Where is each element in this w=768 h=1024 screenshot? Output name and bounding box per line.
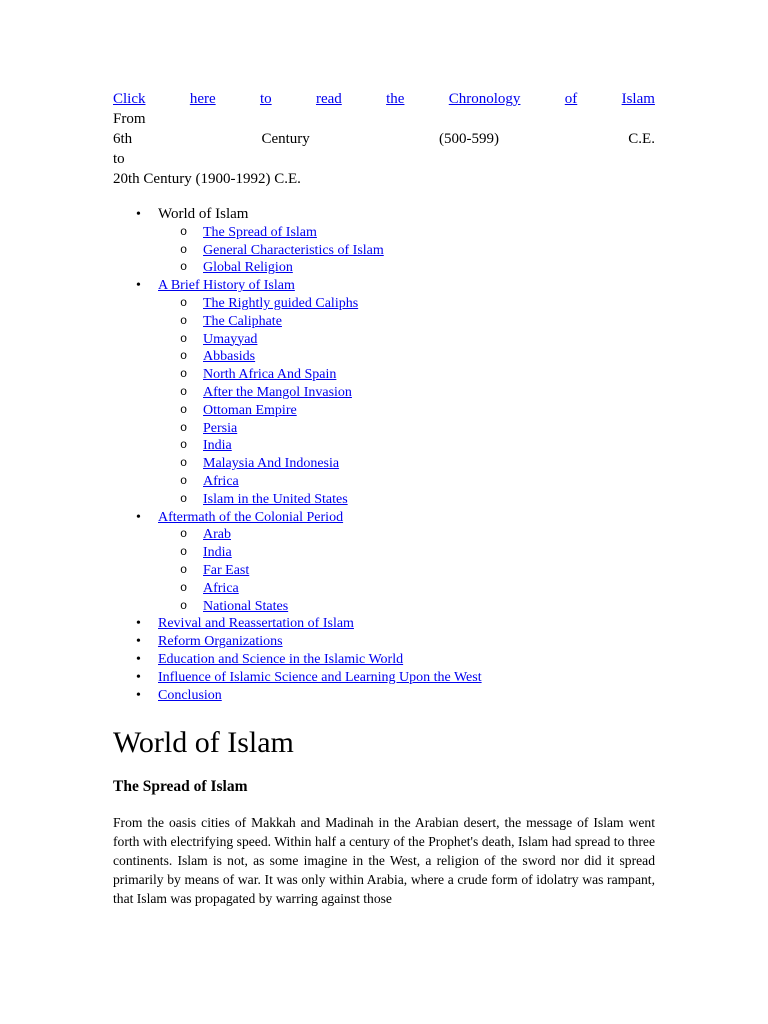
toc-link[interactable]: North Africa And Spain: [203, 367, 337, 383]
toc-link[interactable]: Persia: [203, 420, 238, 436]
toc-link[interactable]: Umayyad: [203, 331, 258, 347]
toc-link[interactable]: A Brief History of Islam: [158, 278, 295, 294]
toc-item-revival: [113, 615, 655, 633]
toc-subitem: [158, 420, 655, 438]
toc-link[interactable]: Abbasids: [203, 349, 256, 365]
toc-link[interactable]: General Characteristics of Islam: [203, 242, 384, 258]
toc-link[interactable]: Islam in the United States: [203, 491, 348, 507]
toc-link[interactable]: Reform Organizations: [158, 634, 283, 650]
header-century-line: [113, 129, 655, 149]
chronology-link-line: [113, 89, 655, 109]
toc-link[interactable]: Conclusion: [158, 687, 222, 703]
subsection-title: The Spread of Islam: [113, 778, 248, 796]
chronology-link-word[interactable]: read: [315, 91, 342, 107]
toc-subitem: [158, 331, 655, 349]
toc-subitem: [158, 384, 655, 402]
toc-item-world-of-islam: [113, 206, 655, 277]
toc-link[interactable]: Global Religion: [203, 260, 293, 276]
toc-subitem: [158, 455, 655, 473]
header-word: Century: [261, 131, 310, 147]
toc-subitem: [158, 562, 655, 580]
toc-item-brief-history: [113, 277, 655, 508]
chronology-link-word[interactable]: to: [259, 91, 272, 107]
toc-item-conclusion: [113, 687, 655, 705]
toc-link[interactable]: The Caliphate: [203, 313, 282, 329]
toc-subitem: [158, 544, 655, 562]
chronology-link-word[interactable]: Islam: [621, 91, 655, 107]
toc-subitem: [158, 580, 655, 598]
toc-link[interactable]: Malaysia And Indonesia: [203, 456, 340, 472]
toc-sublist: [158, 224, 655, 277]
table-of-contents: [113, 206, 655, 704]
toc-link[interactable]: Arab: [203, 527, 231, 543]
toc-link[interactable]: National States: [203, 598, 289, 614]
toc-item-aftermath: [113, 509, 655, 616]
toc-subitem: [158, 598, 655, 616]
toc-subitem: [158, 224, 655, 242]
toc-subitem: [158, 437, 655, 455]
toc-link[interactable]: Ottoman Empire: [203, 402, 297, 418]
header-word: 6th: [113, 131, 133, 147]
toc-subitem: [158, 242, 655, 260]
toc-item-reform: [113, 633, 655, 651]
toc-subitem: [158, 295, 655, 313]
document-content: [113, 89, 655, 908]
body-paragraph: From the oasis cities of Makkah and Madinah in the Arabian desert, the message of Islam went forth with electrifying speed. Within half a century of the Prophet's death, Islam had spread to three continents. Islam is not, as some imagine in the West, a religion of the sword nor did it spread primarily by means of war. It was only within Arabia, where a crude form of idolatry was rampant, that Islam was propagated by warring against those: [113, 815, 655, 907]
header-end-century: 20th Century (1900-1992) C.E.: [113, 171, 301, 187]
toc-link[interactable]: After the Mangol Invasion: [203, 384, 352, 400]
toc-item-influence: [113, 669, 655, 687]
header-word: (500-599): [439, 131, 500, 147]
toc-subitem: [158, 348, 655, 366]
header-from: From: [113, 111, 146, 127]
toc-link[interactable]: Aftermath of the Colonial Period: [158, 509, 344, 525]
toc-link[interactable]: India: [203, 438, 232, 454]
toc-link[interactable]: Influence of Islamic Science and Learning Upon the West: [158, 669, 482, 685]
chronology-link-word[interactable]: of: [564, 91, 578, 107]
section-title: World of Islam: [113, 726, 294, 760]
toc-link[interactable]: Far East: [203, 562, 250, 578]
chronology-link-word[interactable]: the: [386, 91, 405, 107]
toc-link[interactable]: Education and Science in the Islamic World: [158, 651, 404, 667]
header-word: C.E.: [628, 131, 655, 147]
toc-subitem: [158, 366, 655, 384]
chronology-link-word[interactable]: Click: [113, 91, 146, 107]
chronology-link-word[interactable]: here: [189, 91, 216, 107]
toc-link[interactable]: The Rightly guided Caliphs: [203, 295, 359, 311]
toc-subitem: [158, 526, 655, 544]
toc-subitem: [158, 259, 655, 277]
toc-sublist: [158, 295, 655, 509]
toc-link[interactable]: Africa: [203, 473, 239, 489]
toc-label: World of Islam: [158, 206, 249, 222]
toc-link[interactable]: Revival and Reassertation of Islam: [158, 616, 354, 632]
toc-item-education: [113, 651, 655, 669]
toc-link[interactable]: India: [203, 545, 232, 561]
toc-sublist: [158, 526, 655, 615]
toc-link[interactable]: Africa: [203, 580, 239, 596]
toc-link[interactable]: The Spread of Islam: [203, 224, 317, 240]
toc-subitem: [158, 402, 655, 420]
toc-subitem: [158, 491, 655, 509]
toc-subitem: [158, 313, 655, 331]
header-to: to: [113, 151, 125, 167]
toc-subitem: [158, 473, 655, 491]
chronology-link-word[interactable]: Chronology: [448, 91, 521, 107]
